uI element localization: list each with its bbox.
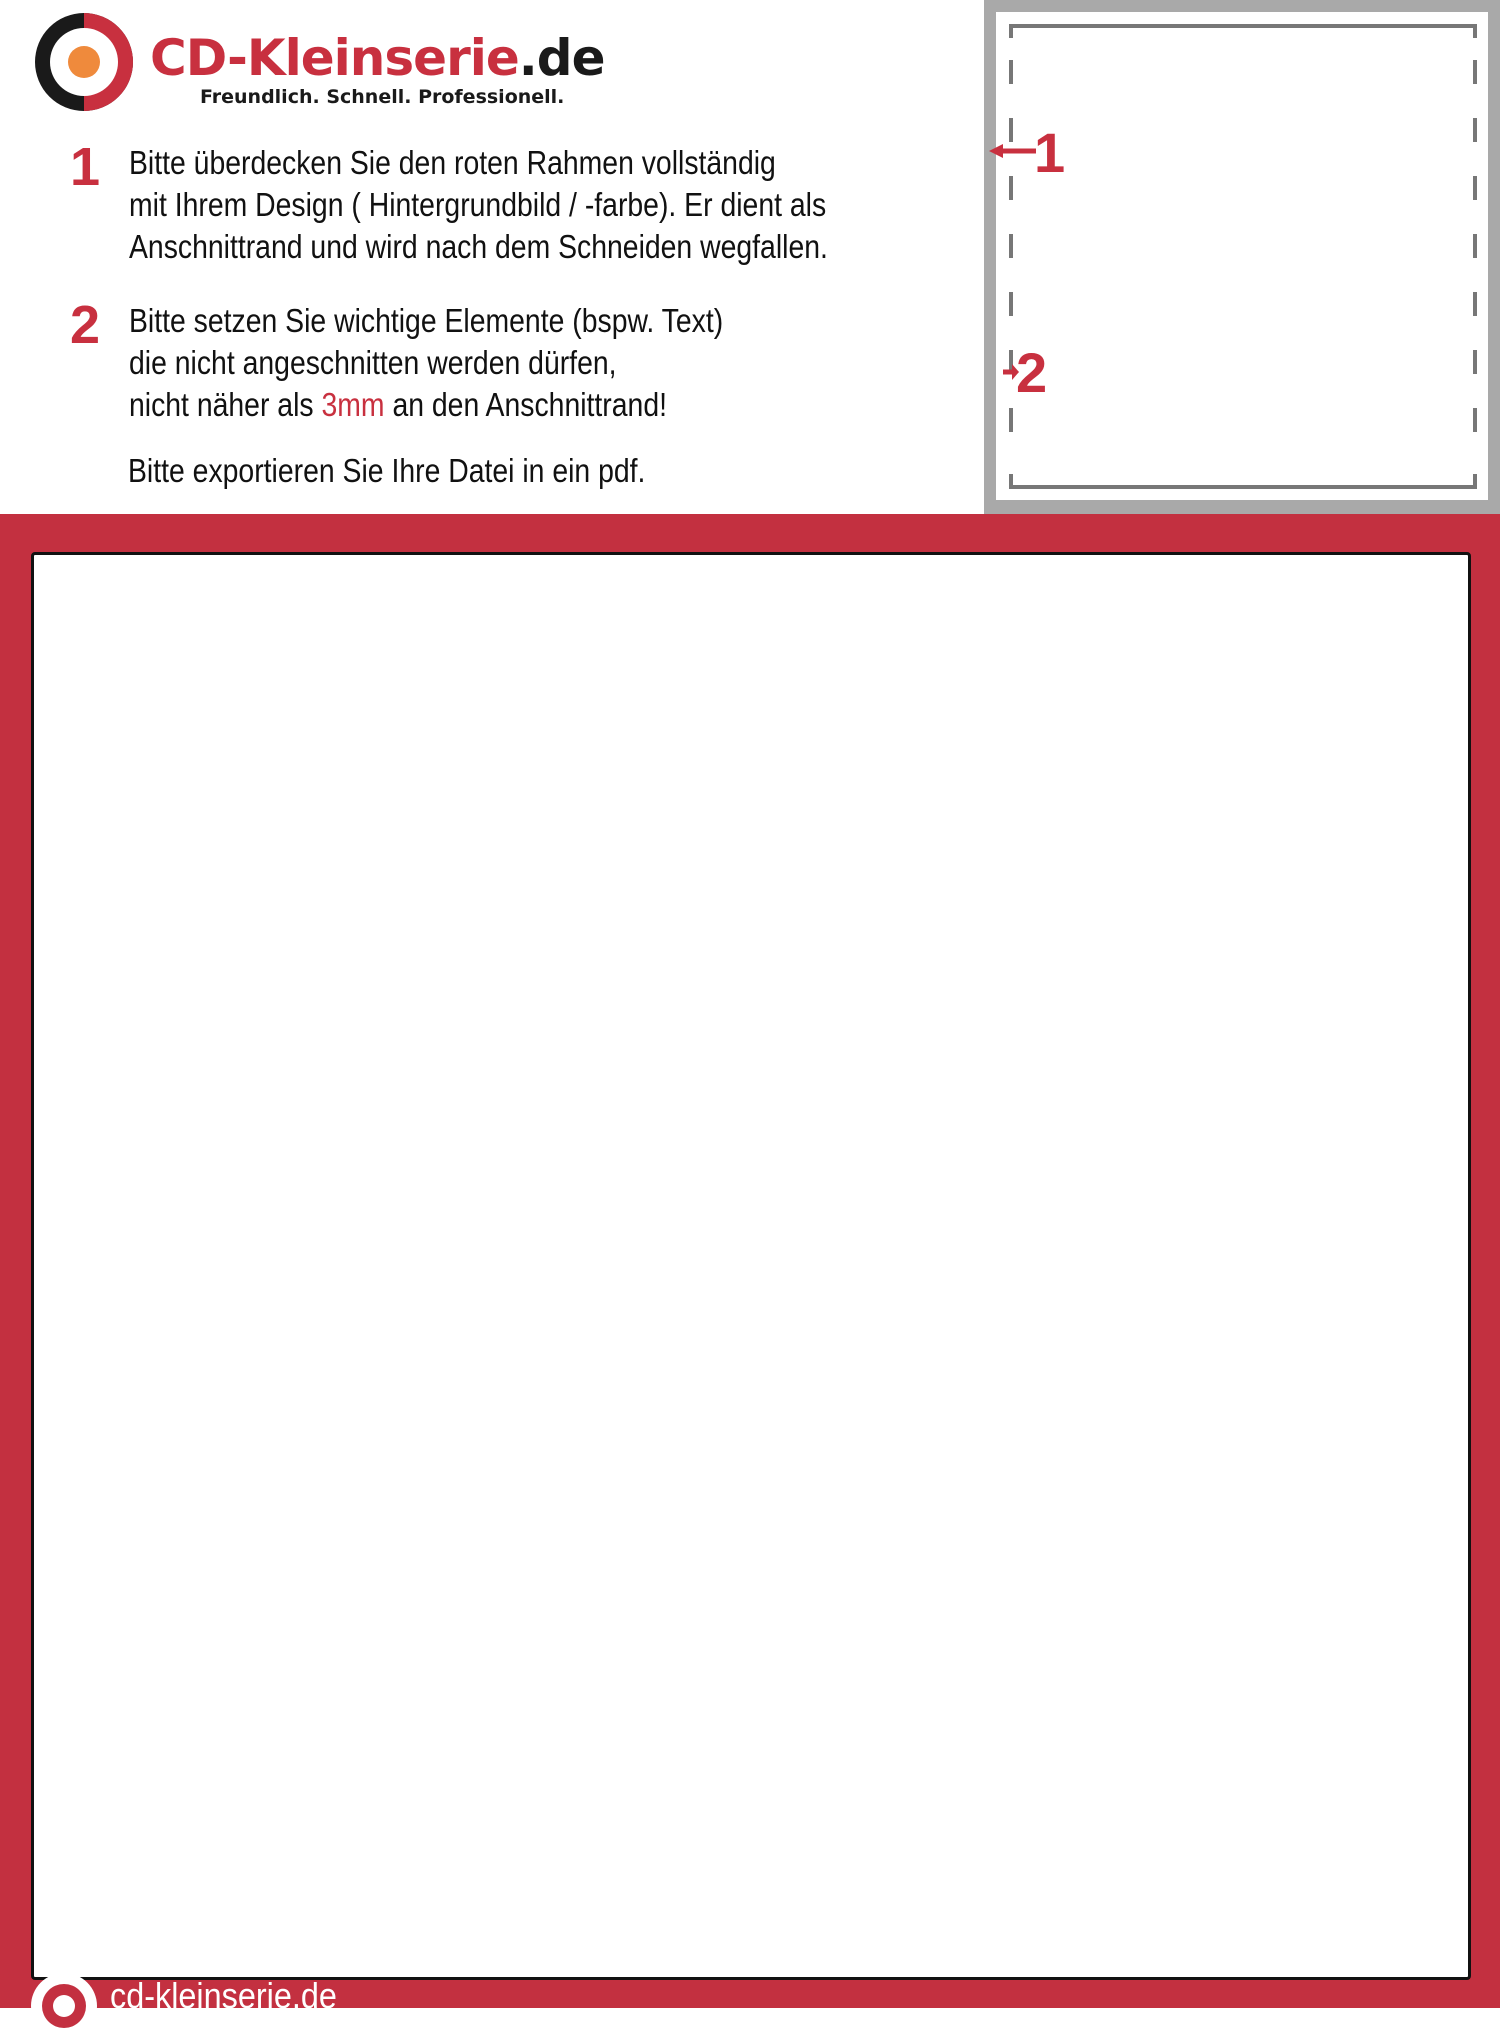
- step-2-line: die nicht angeschnitten werden dürfen,: [129, 344, 617, 381]
- brand-name: [150, 28, 605, 88]
- brand-name-tld: .de: [518, 29, 605, 87]
- design-trim-area[interactable]: [31, 552, 1471, 1980]
- safe-margin-value: 3mm: [321, 386, 385, 423]
- diagram-bottom-guide: [1011, 474, 1475, 487]
- step-1-line: mit Ihrem Design ( Hintergrundbild / -farbe). Er dient als: [129, 186, 827, 223]
- brand-name-main: CD-Kleinserie: [150, 29, 519, 87]
- diagram-guides: [984, 0, 1500, 514]
- step-2-line3-before: nicht näher als: [129, 386, 322, 423]
- diagram-label-2: 2: [1016, 341, 1048, 404]
- step-2-line: [129, 384, 723, 426]
- step-1-line: Anschnittrand und wird nach dem Schneiden wegfallen.: [129, 228, 828, 265]
- step-2-text: [129, 300, 723, 426]
- step-1-line: Bitte überdecken Sie den roten Rahmen vollständig: [129, 144, 776, 181]
- footer-url: cd-kleinserie.de: [110, 1975, 337, 2016]
- brand-tagline: Freundlich. Schnell. Professionell.: [200, 86, 565, 108]
- export-note: Bitte exportieren Sie Ihre Datei in ein pdf.: [128, 452, 646, 489]
- arrow-1-head: [989, 144, 1003, 158]
- diagram-top-guide: [1011, 26, 1475, 38]
- step-2-line: Bitte setzen Sie wichtige Elemente (bspw. Text): [129, 302, 724, 339]
- step-2-number: 2: [70, 295, 101, 355]
- footer-logo-icon: [30, 1972, 98, 2040]
- diagram-label-1: 1: [1034, 121, 1066, 184]
- step-1-number: 1: [70, 137, 101, 197]
- step-1-text: [129, 142, 828, 268]
- step-2-line3-after: an den Anschnittrand!: [384, 386, 667, 423]
- instructions-header: [0, 0, 984, 514]
- layout-diagram: [984, 0, 1500, 514]
- brand-logo-icon: [34, 12, 134, 112]
